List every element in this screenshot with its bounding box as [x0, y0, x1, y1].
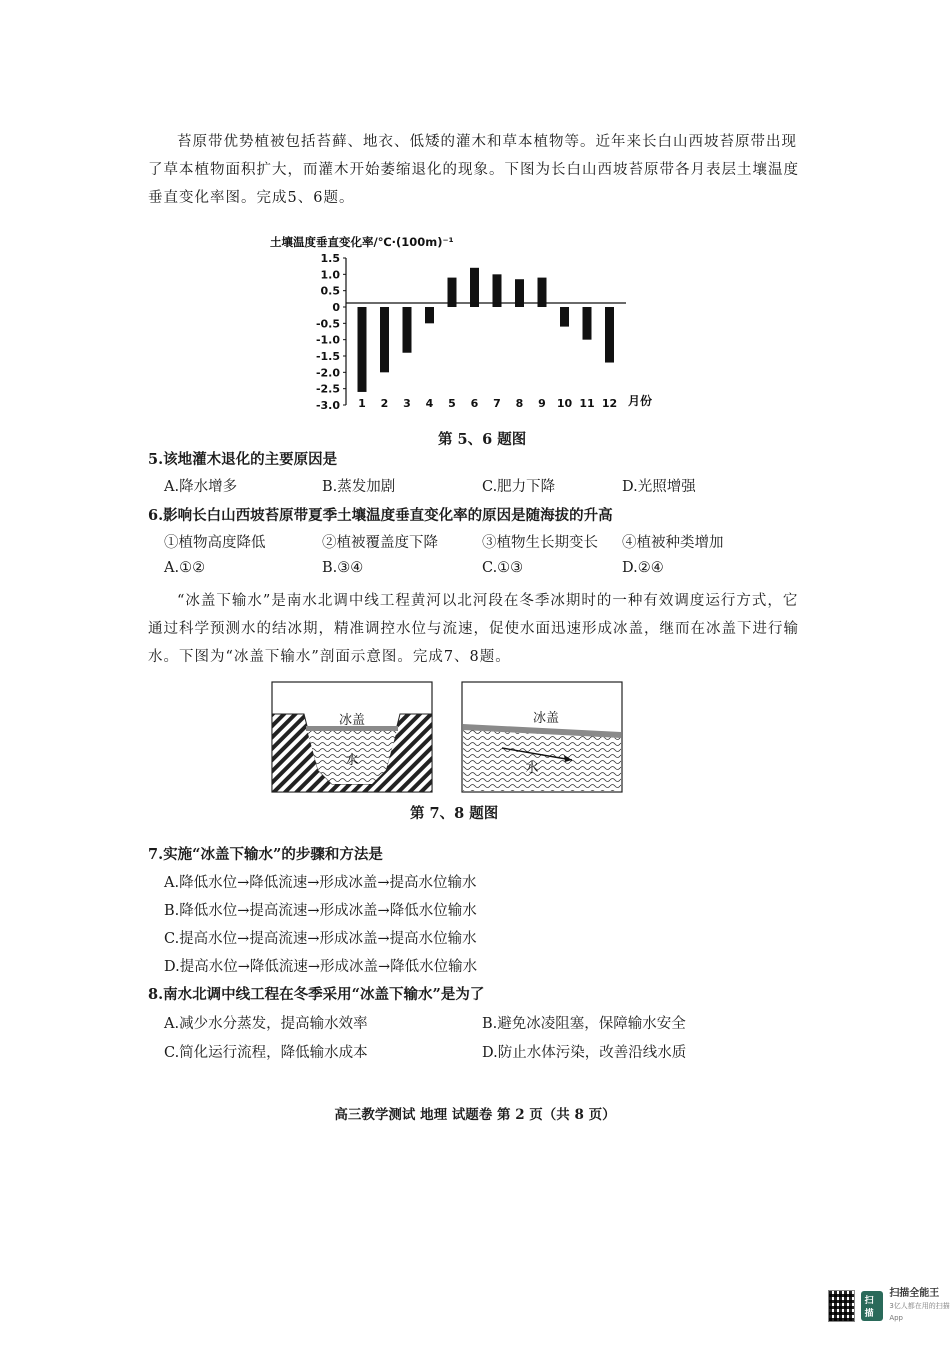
water-label-right: 水 — [525, 761, 539, 776]
y-tick-label: -0.5 — [315, 317, 340, 331]
chart-xlabel: 月份 — [628, 394, 653, 408]
bar-month-1 — [358, 307, 367, 392]
question-6-stem: 6.影响长白山西坡苔原带夏季土壤温度垂直变化率的原因是随海拔的升高 — [148, 507, 613, 524]
soil-temperature-chart — [258, 230, 678, 430]
scanner-slogan: 3亿人都在用的扫描App — [889, 1302, 950, 1322]
q6-item-2: ②植被覆盖度下降 — [322, 535, 438, 551]
ice-label-right: 冰盖 — [532, 711, 560, 726]
q7-option-a[interactable]: A.降低水位→降低流速→形成冰盖→提高水位输水 — [164, 875, 477, 891]
y-tick-label: -1.0 — [315, 333, 340, 347]
intro-paragraph-56: 苔原带优势植被包括苔藓、地衣、低矮的灌木和草本植物等。近年来长白山西坡苔原带出现了草本植物面积扩大，而灌木开始萎缩退化的现象。下图为长白山西坡苔原带各月表层土壤温度垂直变化率图。完成5、6题。 — [148, 134, 799, 206]
q6-item-1: ①植物高度降低 — [164, 535, 266, 551]
bar-month-7 — [493, 274, 502, 307]
qr-code-icon — [828, 1290, 855, 1322]
q5-option-d[interactable]: D.光照增强 — [622, 479, 696, 495]
bar-month-12 — [605, 307, 614, 363]
longitudinal-section-diagram — [462, 682, 622, 792]
cross-section-diagram — [272, 682, 432, 792]
x-tick-label: 7 — [493, 397, 501, 410]
bar-series — [358, 268, 615, 392]
q6-option-d[interactable]: D.②④ — [622, 560, 664, 576]
q7-option-c[interactable]: C.提高水位→提高流速→形成冰盖→提高水位输水 — [164, 931, 477, 947]
q5-option-c[interactable]: C.肥力下降 — [482, 479, 556, 495]
q8-option-d[interactable]: D.防止水体污染，改善沿线水质 — [482, 1045, 687, 1061]
bar-month-10 — [560, 307, 569, 327]
x-tick-label: 12 — [601, 397, 618, 410]
x-tick-label: 4 — [425, 397, 434, 410]
q5-option-a[interactable]: A.降水增多 — [164, 479, 238, 495]
y-tick-label: 1.0 — [320, 268, 340, 282]
q6-option-b[interactable]: B.③④ — [322, 560, 364, 576]
x-tick-label: 8 — [515, 397, 524, 410]
bar-month-11 — [583, 307, 592, 340]
x-tick-label: 11 — [579, 397, 595, 410]
ice-cover-diagram — [270, 680, 630, 798]
chart-ylabel: 土壤温度垂直变化率/℃·(100m)⁻¹ — [270, 235, 454, 249]
q5-option-b[interactable]: B.蒸发加剧 — [322, 479, 396, 495]
q8-option-b[interactable]: B.避免冰凌阻塞，保障输水安全 — [482, 1016, 686, 1032]
bar-month-6 — [470, 268, 479, 307]
q8-option-a[interactable]: A.减少水分蒸发，提高输水效率 — [164, 1016, 368, 1032]
ice-label-left: 冰盖 — [338, 713, 366, 728]
y-axis-ticks — [316, 252, 346, 412]
q6-option-c[interactable]: C.①③ — [482, 560, 524, 576]
bar-month-2 — [380, 307, 389, 372]
q7-option-d[interactable]: D.提高水位→降低流速→形成冰盖→降低水位输水 — [164, 959, 478, 975]
q6-option-a[interactable]: A.①② — [164, 560, 206, 576]
x-tick-label: 5 — [448, 397, 456, 410]
question-7-stem: 7.实施“冰盖下输水”的步骤和方法是 — [148, 846, 383, 863]
figure-caption-78: 第 7、8 题图 — [410, 805, 499, 822]
y-tick-label: 0 — [332, 301, 340, 314]
bar-month-4 — [425, 307, 434, 323]
scanner-logo: 扫描 — [861, 1291, 884, 1321]
scanner-name: 扫描全能王 — [889, 1288, 940, 1299]
x-tick-label: 9 — [538, 397, 546, 410]
y-tick-label: 1.5 — [320, 252, 340, 265]
x-tick-label: 2 — [380, 397, 389, 410]
bar-month-3 — [403, 307, 412, 353]
x-tick-label: 6 — [470, 397, 479, 410]
x-axis-ticks — [358, 397, 617, 410]
water-label-left: 水 — [345, 753, 359, 768]
q6-item-3: ③植物生长期变长 — [482, 535, 598, 551]
y-tick-label: -3.0 — [315, 399, 340, 412]
y-tick-label: -2.5 — [315, 382, 340, 396]
scanner-watermark — [828, 1288, 950, 1324]
x-tick-label: 10 — [556, 397, 573, 410]
figure-caption-56: 第 5、6 题图 — [438, 431, 527, 448]
y-tick-label: -1.5 — [315, 350, 340, 363]
y-tick-label: -2.0 — [315, 366, 340, 380]
x-tick-label: 3 — [403, 397, 411, 410]
y-tick-label: 0.5 — [320, 284, 340, 298]
x-tick-label: 1 — [358, 397, 366, 410]
q7-option-b[interactable]: B.降低水位→提高流速→形成冰盖→降低水位输水 — [164, 903, 477, 919]
page-footer: 高三教学测试 地理 试题卷 第 2 页（共 8 页） — [334, 1107, 616, 1123]
q6-item-4: ④植被种类增加 — [622, 535, 724, 551]
question-8-stem: 8.南水北调中线工程在冬季采用“冰盖下输水”是为了 — [148, 986, 485, 1003]
question-5-stem: 5.该地灌木退化的主要原因是 — [148, 451, 338, 468]
q8-option-c[interactable]: C.简化运行流程，降低输水成本 — [164, 1045, 368, 1061]
intro-paragraph-78: “冰盖下输水”是南水北调中线工程黄河以北河段在冬季冰期时的一种有效调度运行方式，它通过科学预测水的结冰期，精准调控水位与流速，促使水面迅速形成冰盖，继而在冰盖下进行输水。下图为“冰盖下输水”剖面示意图。完成7、8题。 — [148, 593, 799, 665]
